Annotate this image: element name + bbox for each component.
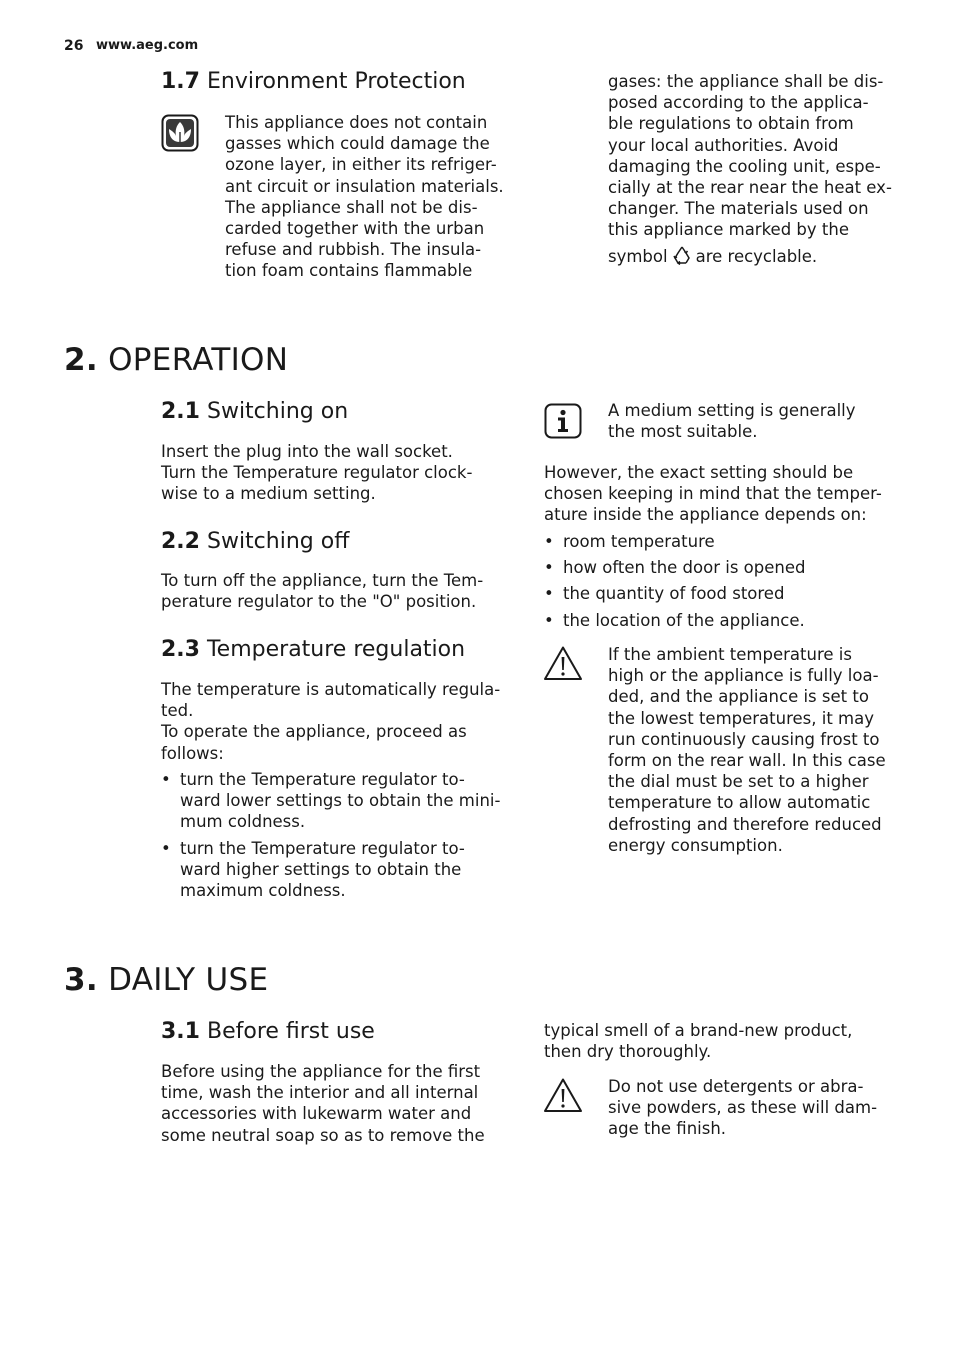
warning-text: If the ambient temperature is high or the appliance is fully loa- ded, and the appliance is set to the lowest temperatures, it may run continuously causing frost to form on the rear wall. In this case the dial must be set to a higher temperature to allow automatic defrosting and therefore reduced energy consumption. [608,645,886,855]
section-heading-switching-on [161,399,348,424]
section-number: 2.3 [161,637,200,662]
section-number: 1.7 [161,69,200,94]
environment-text-last-line [608,245,908,267]
header-url: www.aeg.com [96,38,199,53]
temperature-regulation-text: The temperature is automatically regula- ted. To operate the appliance, proceed as follows: [161,680,501,763]
section-title: Switching off [206,529,350,554]
page-number: 26 [64,38,84,54]
section-heading-switching-off [161,529,349,554]
environment-text-right: gases: the appliance shall be dis- posed according to the applica- ble regulations to obtain from your local authorities. Avoid damaging the cooling unit, espe- cially at the rear near the heat ex- changer. The materials used on this appliance marked by the [608,72,892,240]
recyclable-text: are recyclable. [695,247,818,266]
list-item: • turn the Temperature regulator to- ward lower settings to obtain the mini- mum coldness. [161,769,521,833]
section-heading-before-first-use [161,1019,375,1044]
temperature-regulation-list [161,769,521,901]
environment-flower-icon [161,114,199,152]
section-heading-environment [161,69,466,94]
section-title: Environment Protection [206,69,466,94]
list-item: • the location of the appliance. [544,610,914,631]
warning-icon [543,1077,583,1113]
setting-text: However, the exact setting should be chosen keeping in mind that the temper- ature inside the appliance depends on: [544,463,882,525]
chapter-number: 3. [64,962,98,998]
switching-on-text: Insert the plug into the wall socket. Turn the Temperature regulator clock- wise to a medium setting. [161,442,473,504]
list-item: • the quantity of food stored [544,583,914,604]
chapter-title: OPERATION [108,342,289,378]
chapter-number: 2. [64,342,98,378]
section-title: Temperature regulation [206,637,466,662]
list-item: • how often the door is opened [544,557,914,578]
chapter-title: DAILY USE [108,962,269,998]
chapter-heading-daily-use [64,962,268,998]
list-item: • room temperature [544,531,914,552]
warning-icon [543,645,583,681]
symbol-word: symbol [608,247,668,266]
section-title: Before first use [206,1019,375,1044]
section-number: 3.1 [161,1019,200,1044]
info-icon [544,403,582,439]
list-item: • turn the Temperature regulator to- ward higher settings to obtain the maximum coldness. [161,838,521,902]
section-number: 2.2 [161,529,200,554]
info-note-text: A medium setting is generally the most suitable. [608,401,856,442]
depends-on-list [544,531,914,631]
section-number: 2.1 [161,399,200,424]
switching-off-text: To turn off the appliance, turn the Tem- perature regulator to the "O" position. [161,571,484,612]
detergent-warning-text: Do not use detergents or abra- sive powders, as these will dam- age the finish. [608,1077,878,1139]
recycle-icon [671,245,693,265]
section-title: Switching on [206,399,349,424]
before-first-use-text: Before using the appliance for the first time, wash the interior and all internal accessories with lukewarm water and some neutral soap so as to remove the [161,1062,485,1145]
section-heading-temperature-regulation [161,637,465,662]
chapter-heading-operation [64,342,288,378]
environment-text-left: This appliance does not contain gasses which could damage the ozone layer, in either its refriger- ant circuit or insulation materials. The appliance shall not be dis- carded together with the urban refuse and rubbish. The insula- tion foam contains flammable [225,113,504,281]
before-first-use-text-continued: typical smell of a brand-new product, then dry thoroughly. [544,1021,853,1062]
